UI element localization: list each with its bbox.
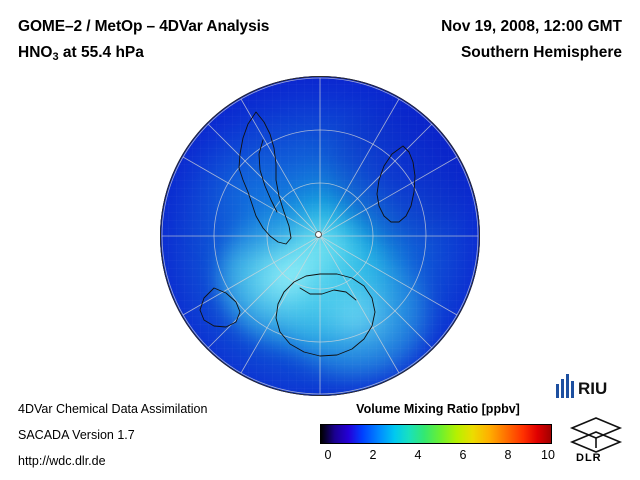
footer-line-2: SACADA Version 1.7	[18, 428, 135, 442]
colorbar-tick-0: 0	[324, 448, 332, 462]
polar-map	[160, 76, 480, 396]
coastline-antarctica-detail	[300, 288, 356, 300]
footer-line-1: 4DVar Chemical Data Assimilation	[18, 402, 208, 416]
footer-line-3: http://wdc.dlr.de	[18, 454, 106, 468]
colorbar-tick-1: 2	[369, 448, 377, 462]
south-pole-marker	[315, 231, 322, 238]
timestamp-label: Nov 19, 2008, 12:00 GMT	[441, 18, 622, 35]
coastline-africa	[377, 146, 415, 222]
colorbar-tick-3: 6	[459, 448, 467, 462]
species-subscript: 3	[52, 51, 59, 63]
colorbar-ticks	[320, 448, 555, 464]
colorbar-title: Volume Mixing Ratio [ppbv]	[356, 402, 520, 416]
colorbar-tick-2: 4	[414, 448, 422, 462]
region-label: Southern Hemisphere	[460, 44, 622, 61]
coastline-south-america	[239, 112, 291, 244]
dlr-logo-text: DLR	[576, 452, 602, 464]
species-level-label	[18, 44, 144, 62]
pressure-level: at 55.4 hPa	[58, 44, 144, 61]
colorbar-tick-4: 8	[504, 448, 512, 462]
species-prefix: HNO	[18, 44, 53, 61]
page-title: GOME–2 / MetOp – 4DVar Analysis	[18, 18, 270, 35]
riu-logo-text: RIU	[578, 379, 608, 398]
riu-logo	[556, 374, 626, 400]
colorbar-tick-5: 10	[541, 448, 555, 462]
colorbar-gradient	[320, 424, 552, 444]
